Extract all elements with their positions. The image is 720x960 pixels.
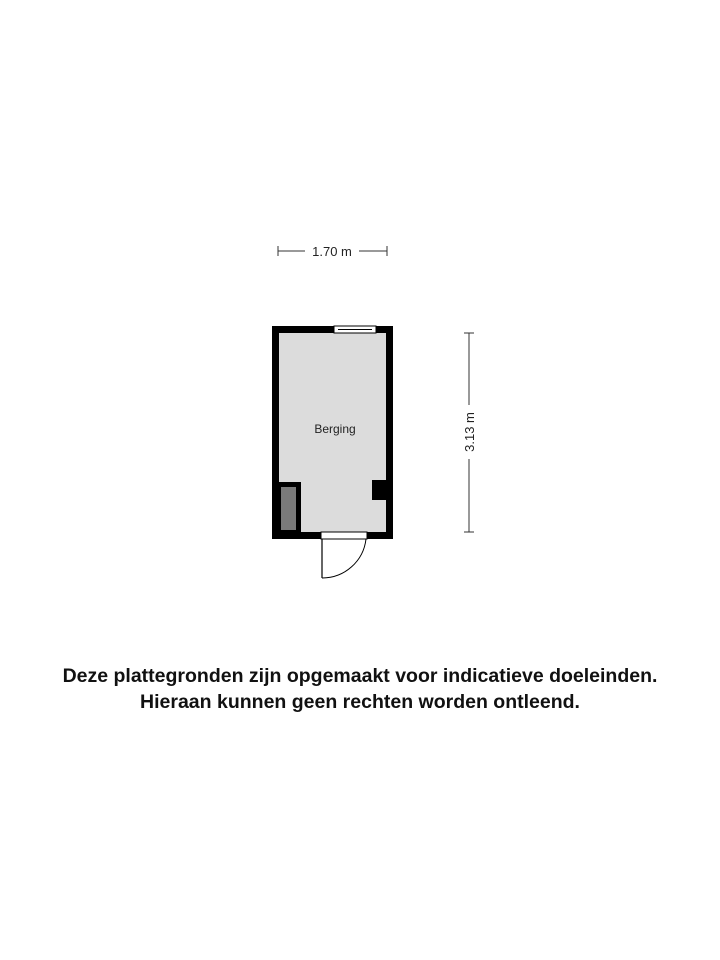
- height-dimension: [462, 333, 477, 532]
- room-label: Berging: [314, 422, 356, 436]
- wall-fixture: [372, 480, 386, 500]
- disclaimer-line-1: Deze plattegronden zijn opgemaakt voor indicatieve doeleinden.: [62, 665, 658, 687]
- room-berging: [272, 326, 393, 578]
- disclaimer-line-2: Hieraan kunnen geen rechten worden ontleend.: [140, 691, 580, 713]
- cabinet-inner: [281, 487, 296, 530]
- width-dimension: [278, 244, 387, 259]
- door-opening: [321, 532, 367, 539]
- door-swing-arc: [322, 539, 366, 578]
- height-dimension-label: 3.13 m: [462, 412, 477, 452]
- width-dimension-label: 1.70 m: [312, 244, 352, 259]
